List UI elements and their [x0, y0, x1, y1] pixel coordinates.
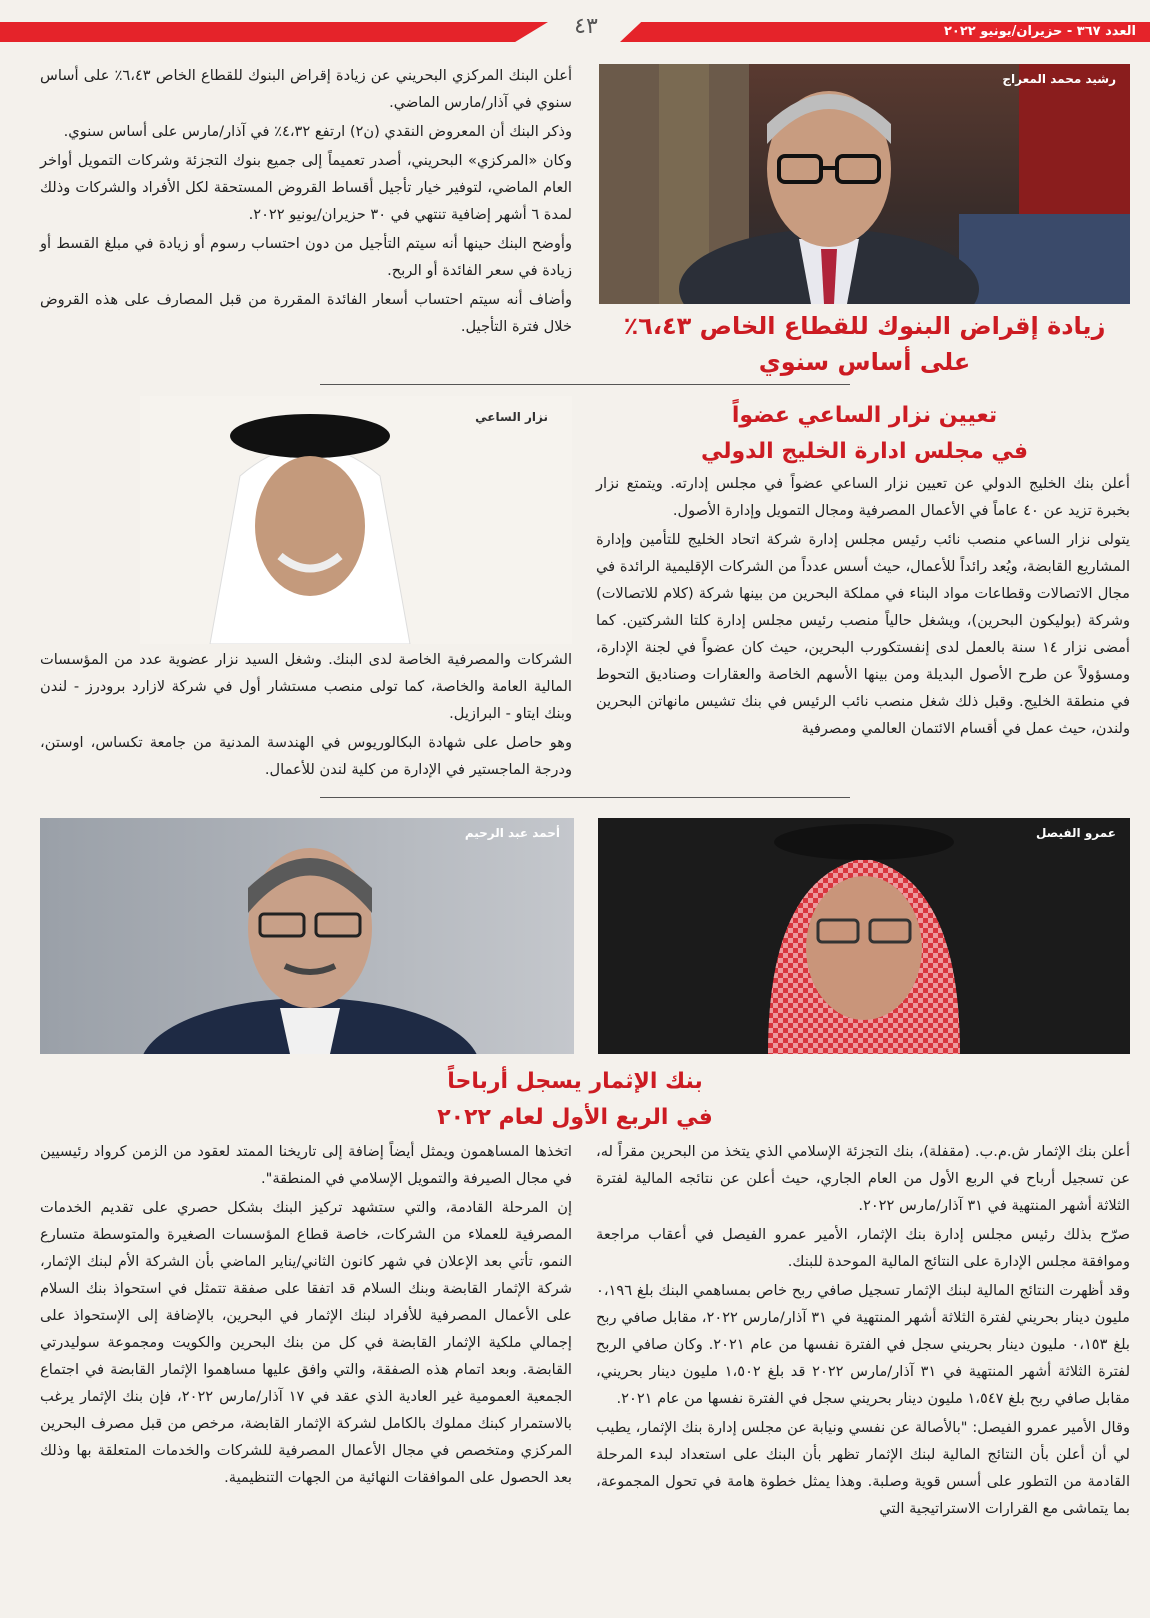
article3-paragraph: أعلن بنك الإثمار ش.م.ب. (مقفلة)، بنك التجزئة الإسلامي الذي يتخذ من البحرين مقراً له، عن تسجيل أرباح في الربع الأول من العام الجاري، حيث أعلن عن نتائجه المالية لفترة الثلاثة أشهر المنتهية في ٣١ آذار/مارس ٢٠٢٢.	[596, 1143, 1130, 1214]
article3-body-right	[596, 1138, 1130, 1524]
photo-amr-alfaisal	[598, 818, 1130, 1054]
section-divider	[320, 797, 850, 798]
photo-rashid-almeraj	[599, 64, 1130, 304]
page-number: ٤٣	[574, 14, 598, 39]
portrait-illustration	[40, 818, 574, 1054]
photo-caption: رشيد محمد المعراج	[1002, 72, 1116, 86]
photo-caption: نزار الساعي	[475, 410, 548, 424]
article1-headline	[599, 308, 1130, 380]
article1-paragraph: أعلن البنك المركزي البحريني عن زيادة إقراض البنوك للقطاع الخاص ٦،٤٣٪ على أساس سنوي في آذار/مارس الماضي.	[40, 67, 572, 111]
article3-body-left	[40, 1138, 572, 1493]
section-divider	[320, 384, 850, 385]
article1-paragraph: وكان «المركزي» البحريني، أصدر تعميماً إلى جميع بنوك التجزئة وشركات التمويل أواخر العام الماضي، لتوفير خيار تأجيل أقساط القروض المستحقة لكل الأفراد والشركات وذلك لمدة ٦ أشهر إضافية تنتهي في ٣٠ حزيران/يونيو ٢٠٢٢.	[40, 152, 572, 223]
issue-label: العدد ٣٦٧ - حزيران/يونيو ٢٠٢٢	[943, 24, 1136, 39]
article3-paragraph: وقال الأمير عمرو الفيصل: "بالأصالة عن نفسي ونيابة عن مجلس إدارة بنك الإثمار، يطيب لي أن أعلن بأن النتائج المالية لبنك الإثمار تظهر بأن البنك على استعداد لبدء المرحلة القادمة من التطور على أسس قوية وصلبة. وهذا يمثل خطوة هامة في تحول المجموعة، بما يتماشى مع القرارات الاستراتيجية التي	[596, 1419, 1130, 1517]
article2-paragraph: أعلن بنك الخليج الدولي عن تعيين نزار الساعي عضواً في مجلس إدارته. ويتمتع نزار بخبرة تزيد عن ٤٠ عاماً في الأعمال المصرفية ومجال التمويل وإدارة الأصول.	[596, 475, 1130, 519]
article1-body	[40, 62, 572, 342]
article2-headline	[599, 398, 1130, 470]
article1-headline-line2: على أساس سنوي	[758, 348, 971, 376]
article1-paragraph: وأضاف أنه سيتم احتساب أسعار الفائدة المقررة من قبل المصارف على هذه القروض خلال فترة التأجيل.	[40, 291, 572, 335]
header-bar-left	[0, 22, 548, 42]
portrait-illustration	[599, 64, 1130, 304]
article3-headline	[330, 1064, 820, 1136]
article2-body-right	[596, 470, 1130, 744]
article3-paragraph: إن المرحلة القادمة، والتي ستشهد تركيز البنك بشكل حصري على تقديم الخدمات المصرفية للعملاء من الشركات، خاصة قطاع المؤسسات الصغيرة والمتوسطة متسارع النمو، تأتي بعد الإعلان في شهر كانون الثاني/يناير الماضي بأن الشركة الأم لبنك الإثمار، شركة الإثمار القابضة وبنك السلام قد اتفقا على صفقة تتمثل في استحواذ بنك السلام على الأعمال المصرفية للأفراد لبنك الإثمار في البحرين، بالإضافة إلى الإستحواذ على إجمالي ملكية الإثمار القابضة في كل من بنك البحرين والكويت ومجموعة سوليدرتي القابضة. وبعد اتمام هذه الصفقة، والتي وافق عليها مساهموا الإثمار القابضة في اجتماع الجمعية العمومية غير العادية الذي عقد في ١٧ آذار/مارس ٢٠٢٢، فإن بنك الإثمار يرغب بالاستمرار كبنك مملوك بالكامل لشركة الإثمار القابضة، مرخص من قبل مصرف البحرين المركزي ومتخصص في مجال الأعمال المصرفية للشركات والخدمات المتعلقة بها وذلك بعد الحصول على الموافقات النهائية من الجهات التنظيمية.	[40, 1199, 572, 1486]
article1-paragraph: وأوضح البنك حينها أنه سيتم التأجيل من دون احتساب رسوم أو زيادة في مبلغ القسط أو زيادة في سعر الفائدة أو الربح.	[40, 235, 572, 279]
article3-headline-line2: في الربع الأول لعام ٢٠٢٢	[437, 1105, 713, 1130]
article2-headline-line1: تعيين نزار الساعي عضواً	[731, 403, 998, 428]
article2-headline-line2: في مجلس ادارة الخليج الدولي	[700, 439, 1029, 464]
article2-body-left	[40, 646, 572, 785]
portrait-illustration	[598, 818, 1130, 1054]
portrait-illustration	[140, 396, 572, 644]
article3-paragraph: وقد أظهرت النتائج المالية لبنك الإثمار تسجيل صافي ربح خاص بمساهمي البنك بلغ ٠،١٩٦ مليون دينار بحريني لفترة الثلاثة أشهر المنتهية في ٣١ آذار/مارس ٢٠٢٢، مقابل صافي ربح بلغ ٠،١٥٣ مليون دينار بحريني سجل في الفترة نفسها من عام ٢٠٢١. وكان صافي الربح لفترة الثلاثة أشهر المنتهية في ٣١ آذار/مارس ٢٠٢٢ قد بلغ ١،٥٠٢ مليون دينار بحريني، مقابل صافي ربح بلغ ١،٥٤٧ مليون دينار بحريني سجل في الفترة نفسها من عام ٢٠٢١.	[596, 1282, 1131, 1407]
article3-headline-line1: بنك الإثمار يسجل أرباحاً	[447, 1069, 703, 1094]
photo-caption: أحمد عبد الرحيم	[464, 826, 560, 840]
article1-paragraph: وذكر البنك أن المعروض النقدي (ن٢) ارتفع ٤،٣٢٪ في آذار/مارس على أساس سنوي.	[63, 123, 572, 140]
photo-nizar-alsaie	[140, 396, 572, 644]
article2-paragraph: يتولى نزار الساعي منصب نائب رئيس مجلس إدارة شركة اتحاد الخليج للتأمين وإدارة المشاريع القابضة، ويُعد رائداً للأعمال، حيث أسس عدداً من الشركات الإقليمية الرائدة في مجال الاتصالات وقطاعات مواد البناء في مملكة البحرين من بينها شركة (كلام للاتصالات) وشركة (بوليكون البحرين)، ويشغل حالياً منصب رئيس مجلس إدارة كلتا الشركتين. كما أمضى نزار ١٤ سنة بالعمل لدى إنفستكورب البحرين، حيث كان عضواً في لجنة الإدارة، ومسؤولاً عن طرح الأصول البديلة ومن بينها الأسهم الخاصة والعقارات وصناديق التحوط في منطقة الخليج. وقبل ذلك شغل منصب نائب الرئيس في بنك تشيس مانهاتن البحرين ولندن، حيث عمل في أقسام الائتمان العالمي ومصرفية	[596, 531, 1130, 737]
photo-ahmed-abdulrahim	[40, 818, 574, 1054]
article3-paragraph: اتخذها المساهمون ويمثل أيضاً إضافة إلى تاريخنا الممتد لعقود من الزمن كرواد رئيسيين في مجال الصيرفة والتمويل الإسلامي في المنطقة".	[40, 1143, 572, 1187]
article1-headline-line1: زيادة إقراض البنوك للقطاع الخاص ٦،٤٣٪	[623, 312, 1106, 340]
article2-paragraph: الشركات والمصرفية الخاصة لدى البنك. وشغل السيد نزار عضوية عدد من المؤسسات المالية العامة والخاصة، كما تولى منصب مستشار أول في شركة لازارد برودرز - لندن وبنك ايتاو - البرازيل.	[40, 651, 572, 722]
article2-paragraph: وهو حاصل على شهادة البكالوريوس في الهندسة المدنية من جامعة تكساس، اوستن، ودرجة الماجستير في الإدارة من كلية لندن للأعمال.	[40, 734, 572, 778]
article3-paragraph: صرّح بذلك رئيس مجلس إدارة بنك الإثمار، الأمير عمرو الفيصل في أعقاب مراجعة وموافقة مجلس الإدارة على النتائج المالية الموحدة للبنك.	[596, 1226, 1130, 1270]
photo-caption: عمرو الفيصل	[1035, 826, 1116, 840]
